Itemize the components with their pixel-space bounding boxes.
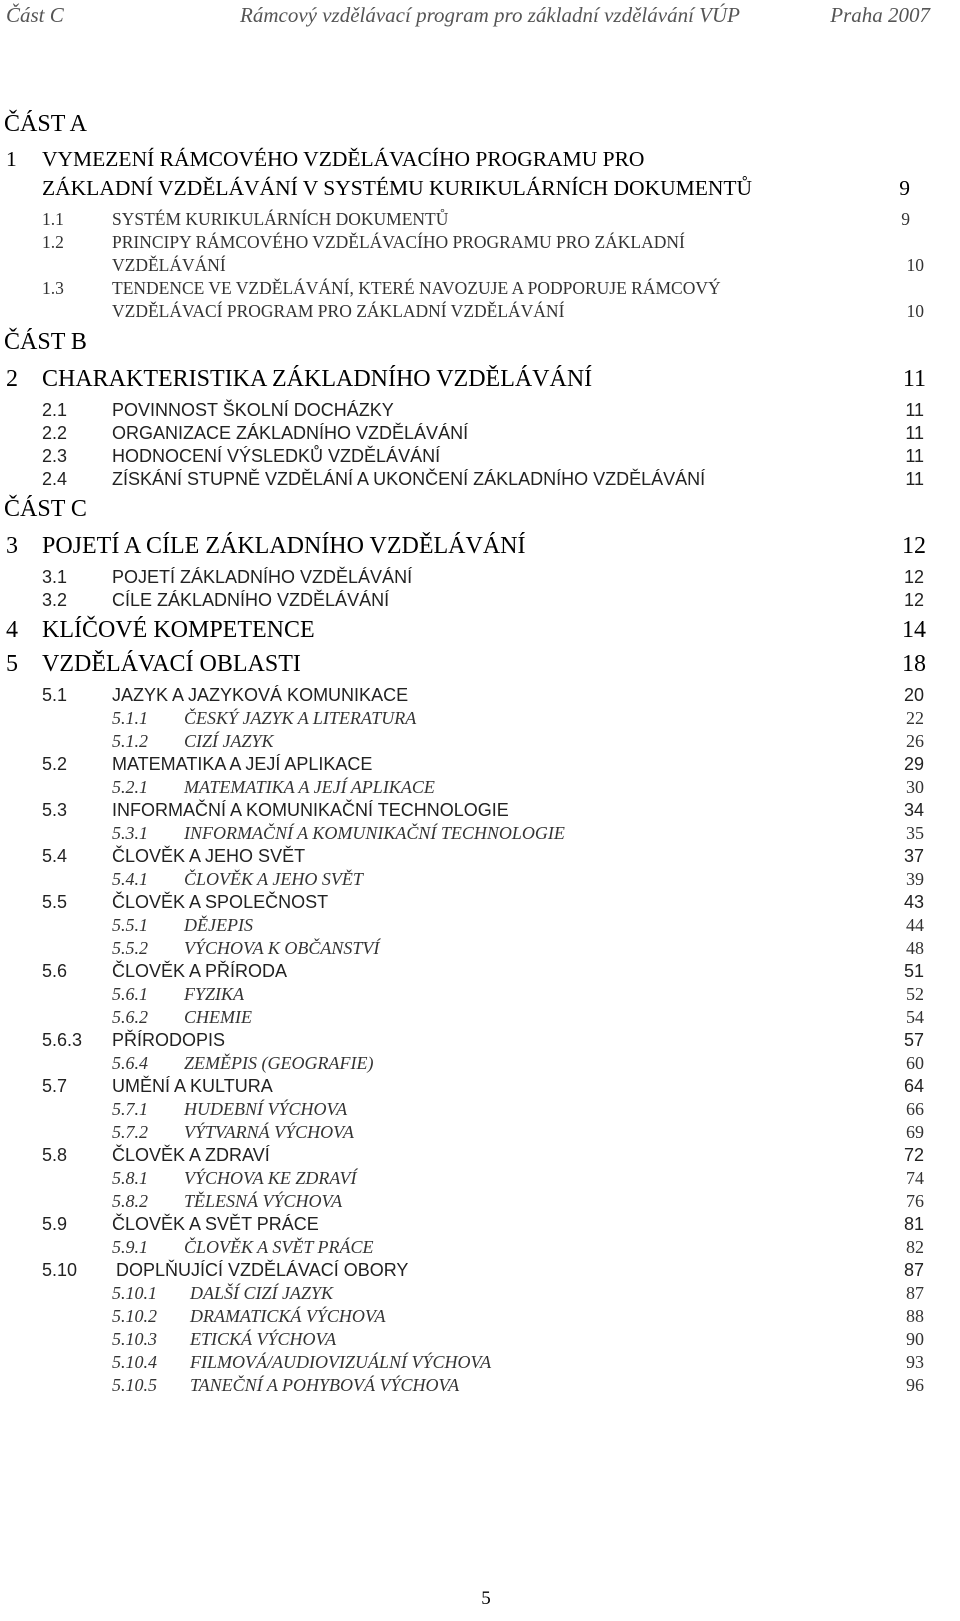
toc-entry-page: 44 <box>906 915 924 935</box>
page-header <box>0 0 960 30</box>
toc-entry-page: 34 <box>903 800 924 820</box>
toc-entry-number: 5.1 <box>42 685 68 705</box>
toc-entry-page: 54 <box>906 1007 924 1027</box>
toc-entry-page: 26 <box>906 731 924 751</box>
toc-entry-title: MATEMATIKA A JEJÍ APLIKACE <box>184 777 435 797</box>
toc-entry-page: 43 <box>903 892 924 912</box>
toc-entry-number: 5.1.2 <box>112 731 148 751</box>
toc-entry-number: 5.5.1 <box>112 915 148 935</box>
toc-entry-page: 22 <box>906 708 924 728</box>
toc-entry-number: 5.7.2 <box>112 1122 148 1142</box>
toc-entry-page: 72 <box>903 1145 924 1165</box>
toc-entry-number: 2.3 <box>42 446 68 466</box>
toc-entry-title: VÝCHOVA K OBČANSTVÍ <box>184 938 380 958</box>
toc-entry-title: TENDENCE VE VZDĚLÁVÁNÍ, KTERÉ NAVOZUJE A PODPORUJE RÁMCOVÝ <box>112 278 721 298</box>
toc-entry-title: POVINNOST ŠKOLNÍ DOCHÁZKY <box>112 400 394 420</box>
part-b-heading: ČÁST B <box>4 329 87 355</box>
toc-entry-page: 14 <box>902 617 926 643</box>
toc-entry-number: 5.6.3 <box>42 1030 83 1050</box>
toc-entry-page: 39 <box>906 869 924 889</box>
toc-entry-title: ČLOVĚK A ZDRAVÍ <box>112 1145 270 1165</box>
toc-entry-number: 5.2 <box>42 754 68 774</box>
toc-entry-page: 37 <box>903 846 924 866</box>
toc-entry-page: 12 <box>903 590 924 610</box>
toc-entry-title: ZÁKLADNÍ VZDĚLÁVÁNÍ V SYSTÉMU KURIKULÁRNÍCH DOKUMENTŮ <box>42 176 753 200</box>
toc-entry-number: 5.10 <box>42 1260 78 1280</box>
toc-entry-page: 11 <box>905 469 924 489</box>
toc-entry-page: 96 <box>906 1375 924 1395</box>
toc-entry-page: 9 <box>899 176 910 200</box>
toc-entry-number: 5.4.1 <box>112 869 148 889</box>
toc-entry-title: ČLOVĚK A PŘÍRODA <box>112 961 288 981</box>
toc-entry-page: 10 <box>906 255 924 275</box>
toc-entry-title: DALŠÍ CIZÍ JAZYK <box>190 1283 334 1303</box>
toc-entry-page: 57 <box>903 1030 924 1050</box>
toc-entry-title: FYZIKA <box>184 984 245 1004</box>
toc-entry-page: 9 <box>901 209 910 229</box>
toc-entry-number: 5.3 <box>42 800 68 820</box>
toc-entry-number: 1.3 <box>42 278 64 298</box>
toc-entry-title: HUDEBNÍ VÝCHOVA <box>184 1099 348 1119</box>
toc-entry-title: VZDĚLÁVACÍ OBLASTI <box>42 651 301 677</box>
toc-entry-title: ZEMĚPIS (GEOGRAFIE) <box>184 1053 374 1073</box>
toc-entry-title: POJETÍ ZÁKLADNÍHO VZDĚLÁVÁNÍ <box>112 567 413 587</box>
page-number: 5 <box>481 1588 491 1609</box>
toc-entry-number: 5.9 <box>42 1214 68 1234</box>
toc-entry-number: 5.10.3 <box>112 1329 157 1349</box>
toc-entry-title: VZDĚLÁVÁNÍ <box>112 255 226 275</box>
toc-entry-page: 35 <box>906 823 924 843</box>
toc-entry-page: 74 <box>906 1168 924 1188</box>
toc-entry-number: 1.2 <box>42 232 64 252</box>
toc-entry-title: ČLOVĚK A SVĚT PRÁCE <box>184 1237 374 1257</box>
toc-entry-page: 29 <box>903 754 924 774</box>
toc-entry-title: ČLOVĚK A JEHO SVĚT <box>184 869 363 889</box>
toc-entry-title: DRAMATICKÁ VÝCHOVA <box>190 1306 386 1326</box>
toc-entry-page: 87 <box>906 1283 924 1303</box>
toc-entry-page: 30 <box>906 777 924 797</box>
toc-entry-title: VÝTVARNÁ VÝCHOVA <box>184 1122 354 1142</box>
toc-entry-title: DĚJEPIS <box>184 915 253 935</box>
toc-entry-title: ČESKÝ JAZYK A LITERATURA <box>184 708 417 728</box>
toc-entry-page: 81 <box>903 1214 924 1234</box>
toc-entry-number: 1 <box>6 147 17 171</box>
toc-entry-page: 88 <box>906 1306 924 1326</box>
toc-entry-title: FILMOVÁ/AUDIOVIZUÁLNÍ VÝCHOVA <box>190 1352 492 1372</box>
toc-entry-number: 3 <box>6 533 18 559</box>
toc-entry-number: 5.5.2 <box>112 938 148 958</box>
toc-entry-title: CHEMIE <box>184 1007 252 1027</box>
toc-entry-number: 5.4 <box>42 846 68 866</box>
toc-entry-number: 2 <box>6 366 18 392</box>
toc-entry-title: ZÍSKÁNÍ STUPNĚ VZDĚLÁNÍ A UKONČENÍ ZÁKLADNÍHO VZDĚLÁVÁNÍ <box>112 469 706 489</box>
toc-entry-page: 12 <box>902 533 926 559</box>
toc-entry-title: POJETÍ A CÍLE ZÁKLADNÍHO VZDĚLÁVÁNÍ <box>42 533 526 559</box>
toc-entry-number: 4 <box>6 617 18 643</box>
toc-entry-title: PŘÍRODOPIS <box>112 1030 226 1050</box>
toc-entry-number: 3.1 <box>42 567 68 587</box>
toc-entry-number: 1.1 <box>42 209 64 229</box>
toc-entry-page: 82 <box>906 1237 924 1257</box>
page-footer <box>0 1588 960 1610</box>
toc-entry-number: 5.8 <box>42 1145 68 1165</box>
toc-entry-title: KLÍČOVÉ KOMPETENCE <box>42 617 315 643</box>
toc-entry-title: ORGANIZACE ZÁKLADNÍHO VZDĚLÁVÁNÍ <box>112 423 469 443</box>
toc-entry-page: 60 <box>906 1053 924 1073</box>
toc-entry-page: 48 <box>906 938 924 958</box>
header-document-title: Rámcový vzdělávací program pro základní vzdělávání VÚP <box>240 3 740 27</box>
toc-entry-title: ČLOVĚK A SPOLEČNOST <box>112 892 329 912</box>
toc-entry-number: 5.8.2 <box>112 1191 148 1211</box>
toc-entry-page: 51 <box>903 961 924 981</box>
toc-entry-page: 90 <box>906 1329 924 1349</box>
toc-entry-title: VZDĚLÁVACÍ PROGRAM PRO ZÁKLADNÍ VZDĚLÁVÁNÍ <box>112 301 565 321</box>
toc-entry-page: 20 <box>903 685 924 705</box>
toc-entry-title: MATEMATIKA A JEJÍ APLIKACE <box>112 754 373 774</box>
toc-entry-page: 76 <box>906 1191 924 1211</box>
toc-entry-number: 5.7.1 <box>112 1099 148 1119</box>
part-c-heading: ČÁST C <box>4 496 87 522</box>
toc-entry-number: 5.8.1 <box>112 1168 148 1188</box>
toc-entry-title: ČLOVĚK A SVĚT PRÁCE <box>112 1214 319 1234</box>
toc-entry-title: VÝCHOVA KE ZDRAVÍ <box>184 1168 357 1188</box>
toc-entry-page: 11 <box>905 423 924 443</box>
toc-entry-title: ETICKÁ VÝCHOVA <box>190 1329 337 1349</box>
toc-entry-page: 18 <box>902 651 926 677</box>
toc-entry-number: 2.2 <box>42 423 68 443</box>
toc-entry-title: PRINCIPY RÁMCOVÉHO VZDĚLÁVACÍHO PROGRAMU PRO ZÁKLADNÍ <box>112 232 685 252</box>
toc-entry-page: 93 <box>906 1352 924 1372</box>
toc-entry-number: 5.1.1 <box>112 708 148 728</box>
toc-entry-number: 5.10.1 <box>112 1283 157 1303</box>
toc-entry-title: UMĚNÍ A KULTURA <box>112 1076 273 1096</box>
toc-entry-title: ČLOVĚK A JEHO SVĚT <box>112 846 306 866</box>
toc-entry-number: 5.9.1 <box>112 1237 148 1257</box>
toc-entry-number: 5.6 <box>42 961 68 981</box>
toc-entry-page: 12 <box>903 567 924 587</box>
toc-entry-number: 5 <box>6 651 18 677</box>
toc-entry-number: 2.4 <box>42 469 68 489</box>
toc-entry-page: 66 <box>906 1099 924 1119</box>
toc-entry-title: HODNOCENÍ VÝSLEDKŮ VZDĚLÁVÁNÍ <box>112 446 441 466</box>
toc-entry-title: INFORMAČNÍ A KOMUNIKAČNÍ TECHNOLOGIE <box>184 823 565 843</box>
toc-entry-page: 64 <box>903 1076 924 1096</box>
toc-entry-title: CHARAKTERISTIKA ZÁKLADNÍHO VZDĚLÁVÁNÍ <box>42 366 593 392</box>
part-a-heading: ČÁST A <box>4 111 87 137</box>
toc-entry-title: TANEČNÍ A POHYBOVÁ VÝCHOVA <box>190 1375 460 1395</box>
toc-entry-number: 5.5 <box>42 892 68 912</box>
toc-entry-title: DOPLŇUJÍCÍ VZDĚLÁVACÍ OBORY <box>116 1260 409 1280</box>
toc-entry-number: 5.6.2 <box>112 1007 148 1027</box>
toc-entry-number: 5.10.2 <box>112 1306 157 1326</box>
toc-entry-page: 52 <box>906 984 924 1004</box>
toc-entry-page: 11 <box>905 446 924 466</box>
toc-entry-title: SYSTÉM KURIKULÁRNÍCH DOKUMENTŮ <box>112 209 449 229</box>
toc-entry-page: 10 <box>906 301 924 321</box>
header-part-label: Část C <box>6 3 64 27</box>
toc-entry-title: INFORMAČNÍ A KOMUNIKAČNÍ TECHNOLOGIE <box>112 800 509 820</box>
toc-entry-number: 5.3.1 <box>112 823 148 843</box>
toc-entry-title: TĚLESNÁ VÝCHOVA <box>184 1191 343 1211</box>
toc-entry-title: JAZYK A JAZYKOVÁ KOMUNIKACE <box>112 685 409 705</box>
toc-entry-title: CIZÍ JAZYK <box>184 731 274 751</box>
toc-entry-number: 5.10.5 <box>112 1375 157 1395</box>
toc-entry-title: VYMEZENÍ RÁMCOVÉHO VZDĚLÁVACÍHO PROGRAMU PRO <box>42 147 645 171</box>
toc-entry-number: 5.6.1 <box>112 984 148 1004</box>
header-place-year: Praha 2007 <box>830 3 930 27</box>
toc-entry-title: CÍLE ZÁKLADNÍHO VZDĚLÁVÁNÍ <box>112 590 390 610</box>
toc-entry-number: 3.2 <box>42 590 68 610</box>
toc-entry-page: 69 <box>906 1122 924 1142</box>
toc-entry-page: 11 <box>902 366 926 392</box>
toc-entry-number: 5.7 <box>42 1076 68 1096</box>
toc-entry-number: 5.6.4 <box>112 1053 148 1073</box>
toc-entry-number: 5.2.1 <box>112 777 148 797</box>
toc-entry-page: 11 <box>905 400 924 420</box>
toc-entry-number: 2.1 <box>42 400 68 420</box>
toc-entry-number: 5.10.4 <box>112 1352 157 1372</box>
toc-entry-page: 87 <box>903 1260 924 1280</box>
